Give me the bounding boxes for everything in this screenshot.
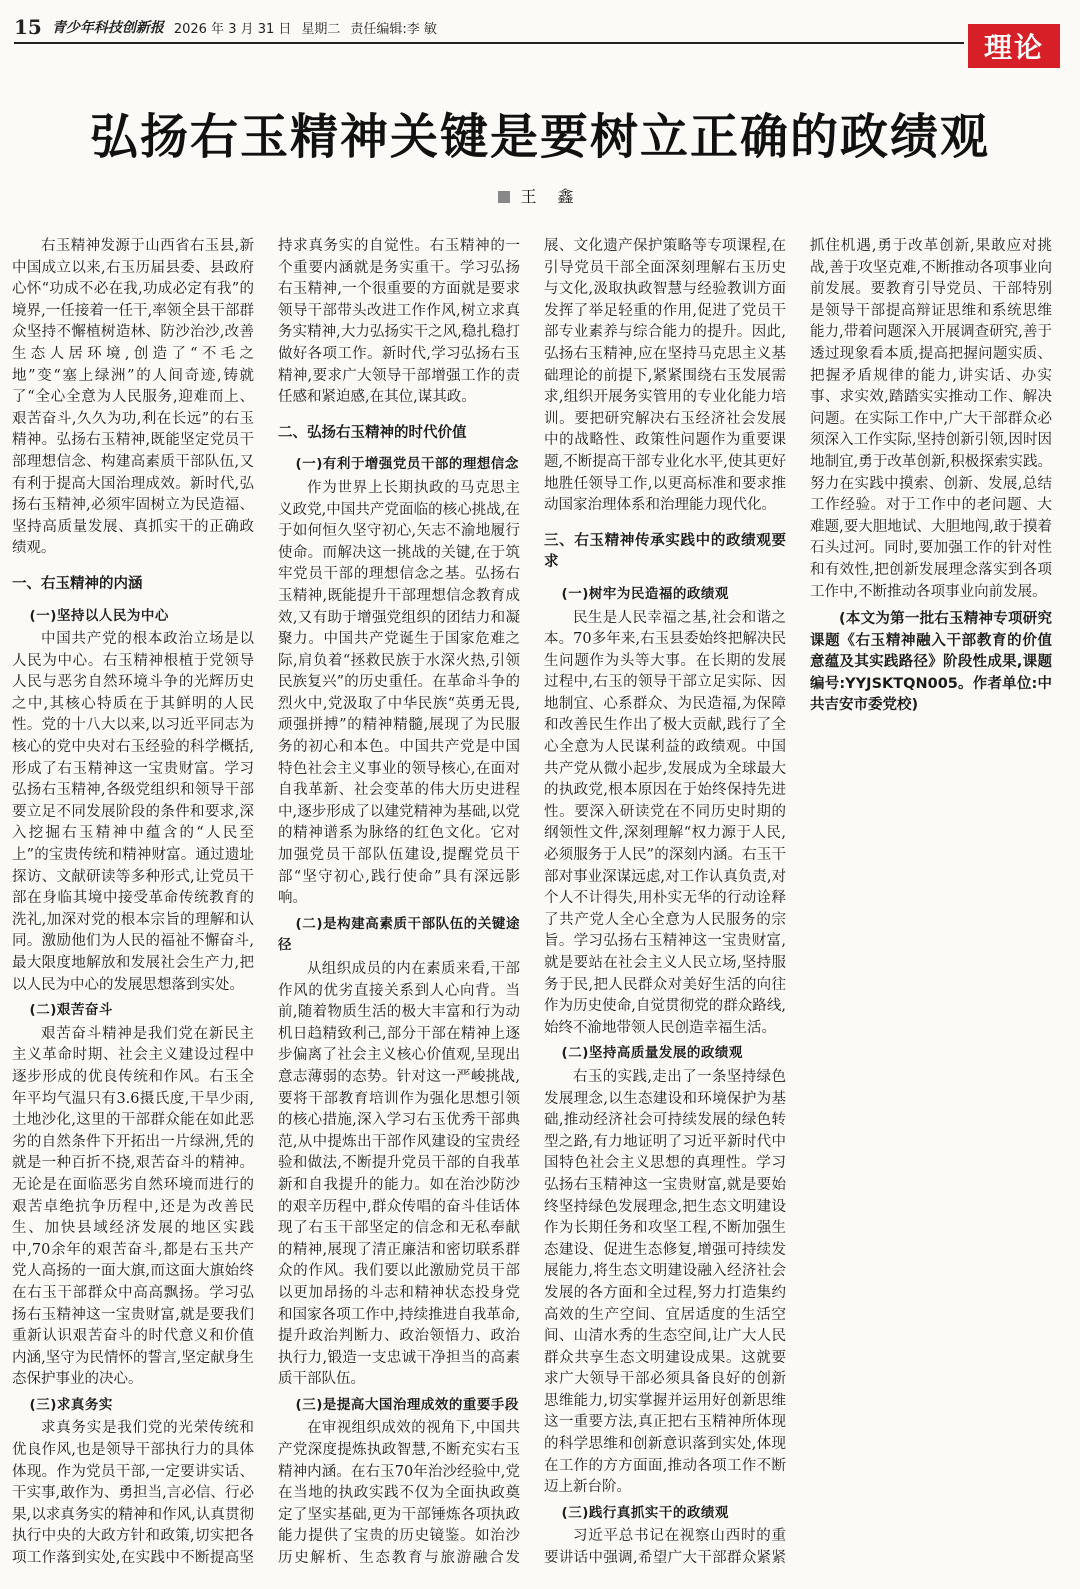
- section-heading-2: 二、弘扬右玉精神的时代价值: [278, 424, 467, 441]
- article-body: [12, 236, 1052, 1581]
- paragraph: 求真务实是我们党的光荣传统和优良作风,也是领导干部执行力的具体体现。作为党员干部,一定要讲实话、干实事,敢作为、勇担当,言必信、行必果,以求真务实的精神和作风,认真贯彻执行中央的大政方针和政策,切实把各项工作落到实处,在实践中不断提高坚持求真务实的自觉性。右玉精神的一个重要内涵就是务实重干。学习弘扬右玉精神,一个很重要的方面就是要求领导干部带头改进工作作风,树立求真务实精神,大力弘扬实干之风,稳扎稳打做好各项工作。新时代,学习弘扬右玉精神,要求广大领导干部增强工作的责任感和紧迫感,在其位,谋其政。: [12, 238, 520, 1567]
- issue-weekday: 星期二: [301, 21, 341, 37]
- paragraph: 艰苦奋斗精神是我们党在新民主主义革命时期、社会主义建设过程中逐步形成的优良传统和作风。右玉全年平均气温只有3.6摄氏度,干旱少雨,土地沙化,这里的干部群众能在如此恶劣的自然条件下开拓出一片绿洲,凭的就是一种百折不挠,艰苦奋斗的精神。无论是在面临恶劣自然环境而进行的艰苦卓绝抗争历程中,还是为改善民生、加快县域经济发展的地区实践中,70余年的艰苦奋斗,都是右玉共产党人高扬的一面大旗,而这面大旗始终在右玉干部群众中高高飘扬。学习弘扬右玉精神这一宝贵财富,就是要我们重新认识艰苦奋斗的时代意义和价值内涵,坚守为民情怀的誓言,坚定献身生态保护事业的决心。: [12, 1025, 254, 1388]
- section-badge: 理论: [968, 24, 1060, 68]
- paragraph: 作为世界上长期执政的马克思主义政党,中国共产党面临的核心挑战,在于如何恒久坚守初心,矢志不渝地履行使命。而解决这一挑战的关键,在于筑牢党员干部的理想信念之基。弘扬右玉精神,既能提升干部理想信念教育成效,又有助于增强党组织的团结力和凝聚力。中国共产党诞生于国家危难之际,肩负着“拯救民族于水深火热,引领民族复兴”的历史重任。在革命斗争的烈火中,党汲取了中华民族“英勇无畏,顽强拼搏”的精神精髓,展现了为民服务的初心和本色。中国共产党是中国特色社会主义事业的领导核心,在面对自我革新、社会变革的伟大历史进程中,逐步形成了以建党精神为基础,以党的精神谱系为脉络的红色文化。它对加强党员干部队伍建设,提醒党员干部“坚守初心,践行使命”具有深远影响。: [278, 479, 520, 907]
- article-note: (本文为第一批右玉精神专项研究课题《右玉精神融入干部教育的价值意蕴及其实践路径》阶段性成果,课题编号:YYJSKTQN005。作者单位:中共吉安市委党校): [810, 611, 1052, 714]
- subheading-3-2: (二)坚持高质量发展的政绩观: [561, 1045, 743, 1062]
- byline-square-icon: [498, 191, 510, 203]
- subheading-3-1: (一)树牢为民造福的政绩观: [561, 585, 729, 602]
- subheading-2-1: (一)有利于增强党员干部的理想信念: [295, 456, 519, 473]
- subheading-3-3: (三)践行真抓实干的政绩观: [561, 1504, 729, 1521]
- subheading-1-1: (一)坚持以人民为中心: [29, 607, 169, 624]
- subheading-1-2: (二)艰苦奋斗: [29, 1002, 113, 1019]
- byline: [0, 184, 1080, 207]
- page-number: 15: [14, 15, 42, 39]
- paper-name: 青少年科技创新报: [51, 20, 164, 36]
- paragraph: 习近平总书记在视察山西时的重要讲话中强调,希望广大干部群众紧紧抓住机遇,勇于改革创新,果敢应对挑战,善于攻坚克难,不断推动各项事业向前发展。要教育引导党员、干部特别是领导干部提高辩证思维和系统思维能力,带着问题深入开展调查研究,善于透过现象看本质,提高把握问题实质、把握矛盾规律的能力,讲实话、办实事、求实效,踏踏实实推动工作、解决问题。在实际工作中,广大干部群众必须深入工作实际,坚持创新引领,因时因地制宜,勇于改革创新,积极探索实践。努力在实践中摸索、创新、发展,总结工作经验。对于工作中的老问题、大难题,要大胆地试、大胆地闯,敢于摸着石头过河。同时,要加强工作的针对性和有效性,把创新发展理念落实到各项工作中,不断推动各项事业向前发展。: [544, 238, 1052, 1567]
- article-title: 弘扬右玉精神关键是要树立正确的政绩观: [89, 109, 990, 165]
- section-heading-1: 一、右玉精神的内涵: [12, 575, 143, 592]
- subheading-2-2: (二)是构建高素质干部队伍的关键途径: [278, 915, 520, 954]
- paragraph: 在审视组织成效的视角下,中国共产党深度提炼执政智慧,不断充实右玉精神内涵。在右玉70年治沙经验中,党在当地的执政实践不仅为全面执政奠定了坚实基础,更为干部锤炼各项执政能力提供了宝贵的历史镜鉴。如治沙历史解析、生态教育与旅游融合发展、文化遗产保护策略等专项课程,在引导党员干部全面深刻理解右玉历史与文化,汲取执政智慧与经验教训方面发挥了举足轻重的作用,促进了党员干部专业素养与综合能力的提升。因此,弘扬右玉精神,应在坚持马克思主义基础理论的前提下,紧紧围绕右玉发展需求,组织开展务实管用的专业化能力培训。要把研究解决右玉经济社会发展中的战略性、政策性问题作为重要课题,不断提高干部专业化水平,使其更好地胜任领导工作,以更高标准和要求推动国家治理体系和治理能力现代化。: [278, 238, 786, 1567]
- intro-paragraph: 右玉精神发源于山西省右玉县,新中国成立以来,右玉历届县委、县政府心怀“功成不必在我,功成必定有我”的境界,一任接着一任干,率领全县干部群众坚持不懈植树造林、防沙治沙,改善生态人居环境,创造了“不毛之地”变“塞上绿洲”的人间奇迹,铸就了“全心全意为人民服务,迎难而上、艰苦奋斗,久久为功,利在长远”的右玉精神。弘扬右玉精神,既能坚定党员干部理想信念、构建高素质干部队伍,又有利于提高大国治理成效。新时代,弘扬右玉精神,必须牢固树立为民造福、坚持高质量发展、真抓实干的正确政绩观。: [12, 238, 254, 557]
- paragraph: 右玉的实践,走出了一条坚持绿色发展理念,以生态建设和环境保护为基础,推动经济社会可持续发展的绿色转型之路,有力地证明了习近平新时代中国特色社会主义思想的真理性。学习弘扬右玉精神这一宝贵财富,就是要始终坚持绿色发展理念,把生态文明建设作为长期任务和攻坚工程,不断加强生态建设、促进生态修复,增强可持续发展能力,将生态文明建设融入经济社会发展的各方面和全过程,努力打造集约高效的生产空间、宜居适度的生活空间、山清水秀的生态空间,让广大人民群众共享生态文明建设成果。这就要求广大领导干部必须具备良好的创新思维能力,切实掌握并运用好创新思维这一重要方法,真正把右玉精神所体现的科学思维和创新意识落到实处,体现在工作的方方面面,推动各项工作不断迈上新台阶。: [544, 1068, 786, 1496]
- masthead-rule: [14, 42, 964, 44]
- paragraph: 民生是人民幸福之基,社会和谐之本。70多年来,右玉县委始终把解决民生问题作为头等大事。在长期的发展过程中,右玉的领导干部立足实际、因地制宜、心系群众、为民造福,为保障和改善民生作出了极大贡献,践行了全心全意为人民谋利益的政绩观。中国共产党从微小起步,发展成为全球最大的执政党,根本原因在于始终保持先进性。要深入研读党在不同历史时期的纲领性文件,深刻理解“权力源于人民,必须服务于人民”的深刻内涵。右玉干部对事业深谋远虑,对工作认真负责,对个人不计得失,用朴实无华的行动诠释了共产党人全心全意为人民服务的宗旨。学习弘扬右玉精神这一宝贵财富,就是要站在社会主义人民立场,坚持服务于民,把人民群众对美好生活的向往作为历史使命,自觉贯彻党的群众路线,始终不渝地带领人民创造幸福生活。: [544, 609, 786, 1036]
- subheading-1-3: (三)求真务实: [29, 1396, 113, 1413]
- subheading-2-3: (三)是提高大国治理成效的重要手段: [295, 1396, 519, 1413]
- issue-date: 2026 年 3 月 31 日: [173, 21, 292, 37]
- paragraph: 中国共产党的根本政治立场是以人民为中心。右玉精神根植于党领导人民与恶劣自然环境斗争的光辉历史之中,其核心特质在于其鲜明的人民性。党的十八大以来,以习近平同志为核心的党中央对右玉经验的科学概括,形成了右玉精神这一宝贵财富。学习弘扬右玉精神,各级党组织和领导干部要立足不同发展阶段的条件和要求,深入挖掘右玉精神中蕴含的“人民至上”的宝贵传统和精神财富。通过遗址探访、文献研读等多种形式,让党员干部在身临其境中接受革命传统教育的洗礼,加深对党的根本宗旨的理解和认同。激励他们为人民的福祉不懈奋斗,最大限度地解放和发展社会生产力,把以人民为中心的发展思想落到实处。: [12, 631, 254, 993]
- section-heading-3: 三、右玉精神传承实践中的政绩观要求: [544, 532, 786, 571]
- author: 王 鑫: [520, 187, 582, 206]
- editor-credit: 责任编辑:李 敏: [350, 21, 437, 37]
- masthead: [14, 12, 1066, 42]
- paragraph: 从组织成员的内在素质来看,干部作风的优劣直接关系到人心向背。当前,随着物质生活的极大丰富和行为动机日趋精致利己,部分干部在精神上逐步偏离了社会主义核心价值观,呈现出意志薄弱的态势。针对这一严峻挑战,要将干部教育培训作为强化思想引领的核心措施,深入学习右玉优秀干部典范,从中提炼出干部作风建设的宝贵经验和做法,不断提升党员干部的自我革新和自我提升的能力。如在治沙防沙的艰辛历程中,群众传唱的奋斗佳话体现了右玉干部坚定的信念和无私奉献的精神,展现了清正廉洁和密切联系群众的作风。我们要以此激励党员干部以更加昂扬的斗志和精神状态投身党和国家各项工作中,持续推进自我革命,提升政治判断力、政治领悟力、政治执行力,锻造一支忠诚干净担当的高素质干部队伍。: [278, 961, 520, 1388]
